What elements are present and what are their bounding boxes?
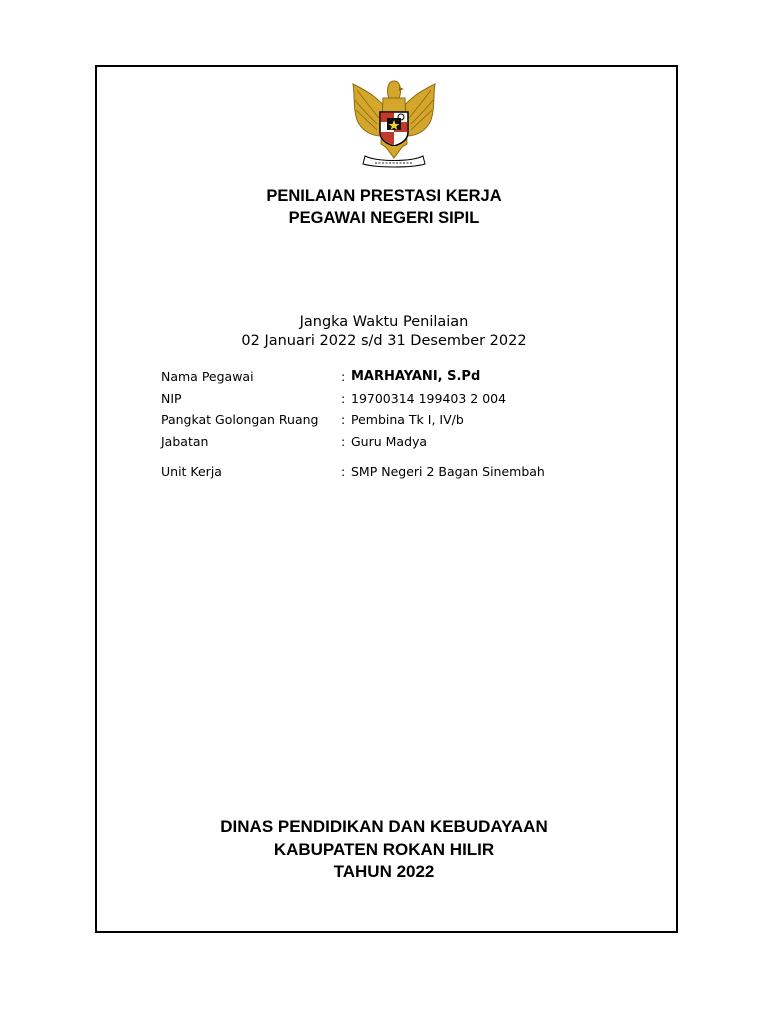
separator: : (341, 369, 346, 384)
employee-unit-label: Unit Kerja (161, 464, 222, 479)
employee-rank-value: Pembina Tk I, IV/b (351, 412, 464, 427)
employee-nip-label: NIP (161, 391, 182, 406)
employee-unit-value: SMP Negeri 2 Bagan Sinembah (351, 464, 545, 479)
employee-name-value: MARHAYANI, S.Pd (351, 369, 481, 384)
footer-agency-line1: DINAS PENDIDIKAN DAN KEBUDAYAAN (220, 817, 548, 836)
employee-position-value: Guru Madya (351, 434, 428, 449)
footer-year: TAHUN 2022 (333, 862, 435, 881)
separator: : (341, 434, 346, 449)
assessment-period-label: Jangka Waktu Penilaian (299, 314, 469, 330)
document-title-line2: PEGAWAI NEGERI SIPIL (288, 209, 480, 227)
separator: : (341, 412, 346, 427)
employee-name-label: Nama Pegawai (161, 369, 254, 384)
employee-rank-label: Pangkat Golongan Ruang (161, 412, 319, 427)
garuda-emblem-icon (343, 78, 445, 170)
footer-agency-line2: KABUPATEN ROKAN HILIR (273, 840, 495, 859)
employee-nip-value: 19700314 199403 2 004 (351, 391, 507, 406)
separator: : (341, 464, 346, 479)
separator: : (341, 391, 346, 406)
assessment-period-range: 02 Januari 2022 s/d 31 Desember 2022 (241, 333, 527, 349)
employee-position-label: Jabatan (161, 434, 209, 449)
document-title-line1: PENILAIAN PRESTASI KERJA (266, 187, 502, 205)
